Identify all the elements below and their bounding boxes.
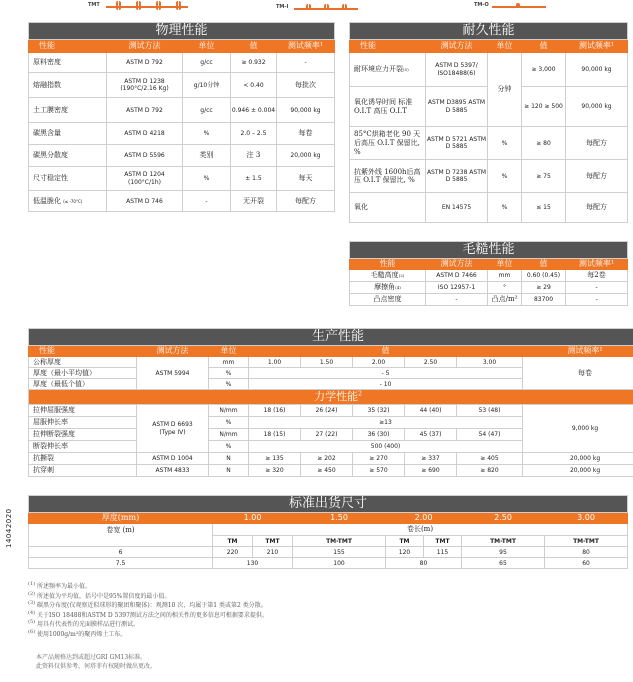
texture-bump — [136, 1, 141, 10]
value: 0.60 (0.45) — [522, 270, 566, 282]
frequency: 20,000 kg — [277, 145, 335, 167]
frequency: 每配方 — [277, 191, 335, 212]
roll-length: 65 — [462, 558, 545, 569]
property-name: 屈服伸长率 — [29, 417, 137, 429]
property-name-text: 摩擦角 — [374, 283, 396, 292]
value: ≥ 135 — [249, 453, 301, 465]
unit: % — [488, 160, 522, 193]
table-row — [29, 98, 335, 123]
value: 2.0 – 2.5 — [231, 123, 277, 145]
value: ≥13 — [249, 417, 523, 429]
frequency: 每卷 — [523, 357, 633, 390]
thickness-value: 3.00 — [545, 513, 628, 524]
footnote-ref: (4) — [395, 285, 401, 291]
col-header: TM — [213, 536, 253, 547]
table-row — [350, 193, 628, 223]
value: 35 (32) — [353, 405, 405, 417]
texture-bump — [156, 1, 161, 10]
production-title: 生产性能 — [29, 329, 633, 346]
value: ≥ 80 — [522, 127, 566, 160]
texture-tm-o — [474, 0, 546, 14]
roll-width: 6 — [29, 547, 213, 558]
value: 83700 — [522, 294, 566, 306]
table-row — [29, 145, 335, 167]
frequency: 每配方 — [566, 160, 628, 193]
property-name: 碳黑含量 — [29, 123, 107, 145]
footnote-text: 碳黑分布度(仅观察近似球形的聚团和聚体)：观测10 次，均属于第1 类或第2 类分散。 — [37, 602, 267, 609]
value: ≥ 270 — [353, 453, 405, 465]
roll-length: 80 — [386, 558, 462, 569]
test-method: ASTM D 7466 — [426, 270, 488, 282]
col-header: TM-TMT — [293, 536, 386, 547]
test-method: ASTM 5994 — [137, 357, 209, 390]
property-name: 厚度（最小平均值） — [29, 368, 137, 379]
length-label: 卷长(m) — [213, 524, 628, 536]
test-method: ASTM D 792 — [107, 98, 183, 123]
value: ≥ 0.932 — [231, 53, 277, 73]
col-header: 测试频率¹ — [523, 346, 633, 357]
table-row — [29, 465, 633, 477]
thickness-value: 1.00 — [213, 513, 293, 524]
property-name-text: 低温脆化 — [33, 196, 64, 205]
roll-length: 155 — [293, 547, 386, 558]
frequency: - — [566, 282, 628, 294]
value: 0.946 ± 0.004 — [231, 98, 277, 123]
test-method: ASTM D 4218 — [107, 123, 183, 145]
unit: % — [209, 379, 249, 390]
unit: g/10分钟 — [183, 73, 231, 98]
texture-label: TM-O — [474, 2, 489, 8]
footnote-text: 关于ISO 18488和ASTM D 5397测试方法之间的相关性的更多信息可根据要求提供。 — [37, 611, 268, 619]
shipping-sizes-table — [28, 495, 628, 569]
test-method: ASTM D 1204 (100°C/1h) — [107, 167, 183, 191]
property-name: 拉伸断裂强度 — [29, 429, 137, 441]
value: - 5 — [249, 368, 523, 379]
footnote — [28, 619, 628, 629]
table-row — [29, 123, 335, 145]
value: ≥ 570 — [353, 465, 405, 477]
frequency: 20,000 kg — [523, 453, 633, 465]
col-header: 测试方法 — [107, 40, 183, 53]
property-name: 原料密度 — [29, 53, 107, 73]
roll-length: 220 — [213, 547, 253, 558]
col-header: 测试方法 — [137, 346, 209, 357]
col-header: 单位 — [488, 40, 522, 53]
thickness-value: 2.00 — [353, 357, 405, 368]
property-name — [350, 270, 426, 282]
frequency: 每卷 — [277, 123, 335, 145]
value: 注 3 — [231, 145, 277, 167]
col-header: TM — [386, 536, 424, 547]
property-name: 断裂伸长率 — [29, 441, 137, 453]
col-header: TM-TMT — [545, 536, 628, 547]
value: 无开裂 — [231, 191, 277, 212]
property-name: 碳黑分散度 — [29, 145, 107, 167]
value: ≤ 15 — [522, 193, 566, 223]
texture-tmt — [88, 0, 188, 14]
durability-title: 耐久性能 — [350, 23, 628, 40]
thickness-value: 1.00 — [249, 357, 301, 368]
footnote-text: 用具有代表性的光面膜样品进行测试。 — [37, 621, 140, 628]
footnote — [28, 591, 628, 601]
property-name — [350, 53, 426, 87]
table-row — [29, 191, 335, 212]
table-row — [29, 547, 628, 558]
unit: N/mm — [209, 429, 249, 441]
thickness-value: 2.50 — [405, 357, 457, 368]
brittle-note: (≤ -70°C) — [63, 198, 83, 204]
col-header: TMT — [424, 536, 462, 547]
test-method: ASTM 4833 — [137, 465, 209, 477]
col-header: 值 — [231, 40, 277, 53]
value: ≥ 3,000 — [522, 53, 566, 87]
value: ≥ 690 — [405, 465, 457, 477]
property-name: 土工膜密度 — [29, 98, 107, 123]
test-method: ASTM D 1238 (190°C/2.16 Kg) — [107, 73, 183, 98]
roll-width: 7.5 — [29, 558, 213, 569]
table-row — [29, 405, 633, 417]
property-name — [350, 282, 426, 294]
test-method: - — [426, 294, 488, 306]
table-row — [29, 357, 633, 368]
roll-length: 120 — [386, 547, 424, 558]
texture-bump — [116, 1, 121, 10]
value: 36 (30) — [353, 429, 405, 441]
texture-bump — [342, 4, 347, 10]
thickness-value: 1.50 — [301, 357, 353, 368]
thickness-value: 2.50 — [462, 513, 545, 524]
col-header: 单位 — [209, 346, 249, 357]
footnote — [28, 610, 628, 620]
col-header: 性能 — [29, 346, 137, 357]
value: ± 1.5 — [231, 167, 277, 191]
frequency: - — [566, 294, 628, 306]
property-name: 厚度（最低个值） — [29, 379, 137, 390]
thickness-value: 3.00 — [457, 357, 523, 368]
test-method: ASTM D 5397/ ISO18488(6) — [426, 53, 488, 87]
test-method: ASTM D 7238 ASTM D 5885 — [426, 160, 488, 193]
test-method: ISO 12957-1 — [426, 282, 488, 294]
roughness-properties-table — [349, 241, 628, 306]
unit: ° — [488, 282, 522, 294]
footnote-number: (5) — [28, 619, 36, 625]
unit: g/cc — [183, 98, 231, 123]
unit: N/mm — [209, 405, 249, 417]
value: ≥ 450 — [301, 465, 353, 477]
table-row — [350, 294, 628, 306]
texture-bump — [176, 1, 181, 10]
table-row — [29, 53, 335, 73]
footnote-number: (1) — [28, 581, 36, 587]
property-name: 85°C烘箱老化 90 天后高压 O.I.T 保留比, % — [350, 127, 426, 160]
value: 18 (16) — [249, 405, 301, 417]
test-method: ASTM D 792 — [107, 53, 183, 73]
col-header: TMT — [253, 536, 293, 547]
physical-properties-table — [28, 22, 335, 212]
frequency: 90,000 kg — [277, 98, 335, 123]
unit: N — [209, 453, 249, 465]
value: ≥ 337 — [405, 453, 457, 465]
texture-bump — [324, 4, 329, 10]
value: 45 (37) — [405, 429, 457, 441]
test-method: EN 14575 — [426, 193, 488, 223]
unit: g/cc — [183, 53, 231, 73]
unit: % — [488, 193, 522, 223]
roughness-header-row — [350, 259, 628, 270]
value: - 10 — [249, 379, 523, 390]
unit: % — [209, 441, 249, 453]
footnote-ref: (5) — [403, 67, 409, 73]
roll-length: 60 — [545, 558, 628, 569]
texture-label: TMT — [88, 2, 100, 8]
table-row — [29, 558, 628, 569]
property-name: 凸点密度 — [350, 294, 426, 306]
footnote-text: 使用1000g/m²的聚丙烯土工布。 — [37, 630, 127, 638]
durability-properties-table — [349, 22, 628, 223]
property-name: 氧化诱导时间 标准 O.I.T 高压 O.I.T — [350, 87, 426, 127]
footnote-text: 所述频率为最小值。 — [37, 583, 92, 590]
unit: - — [183, 191, 231, 212]
property-name: 拉伸屈服强度 — [29, 405, 137, 417]
frequency: 20,000 kg — [523, 465, 633, 477]
footnote-number: (4) — [28, 609, 36, 616]
test-method: ASTM D 5596 — [107, 145, 183, 167]
thickness-value: 1.50 — [293, 513, 386, 524]
roll-length: 115 — [424, 547, 462, 558]
value: 53 (48) — [457, 405, 523, 417]
value: 18 (15) — [249, 429, 301, 441]
roll-length: 210 — [253, 547, 293, 558]
footnote-number: (2) — [28, 590, 36, 597]
durability-header-row — [350, 40, 628, 53]
roll-length: 80 — [545, 547, 628, 558]
col-header: 值 — [249, 346, 523, 357]
property-name — [29, 191, 107, 212]
frequency: 每配方 — [566, 193, 628, 223]
texture-tm-i — [276, 2, 358, 16]
production-header-row — [29, 346, 633, 357]
unit: % — [209, 368, 249, 379]
unit: % — [209, 417, 249, 429]
unit: mm — [488, 270, 522, 282]
texture-label: TM-I — [276, 4, 289, 10]
texture-bump — [306, 4, 311, 10]
frequency: - — [277, 53, 335, 73]
property-name: 抗紫外线 1600h后高压 O.I.T 保留比, % — [350, 160, 426, 193]
value: < 0.40 — [231, 73, 277, 98]
col-header: 单位 — [183, 40, 231, 53]
frequency: 每配方 — [566, 127, 628, 160]
value: 27 (22) — [301, 429, 353, 441]
table-row — [29, 73, 335, 98]
test-method: ASTM D 1004 — [137, 453, 209, 465]
footer-line: 此资料仅供参考，何塔菲有权随时做出更改。 — [36, 663, 157, 670]
roughness-title: 毛糙性能 — [350, 242, 628, 259]
table-row — [350, 53, 628, 87]
unit: mm — [209, 357, 249, 368]
thickness-value: 2.00 — [386, 513, 462, 524]
unit: 凸点/m² — [488, 294, 522, 306]
footnote — [28, 600, 628, 610]
unit: % — [183, 167, 231, 191]
property-name: 抗撕裂 — [29, 453, 137, 465]
test-method: ASTM D 6693 (Type IV) — [137, 405, 209, 453]
value: 500 (400) — [249, 441, 523, 453]
value: 54 (47) — [457, 429, 523, 441]
table-row — [350, 160, 628, 193]
footer — [36, 653, 156, 671]
width-label: 卷宽 (m) — [29, 524, 213, 547]
value: ≥ 820 — [457, 465, 523, 477]
property-name-text: 耐环境应力开裂 — [354, 65, 403, 74]
test-method: ASTM D 746 — [107, 191, 183, 212]
value: ≥ 320 — [249, 465, 301, 477]
value: ≥ 75 — [522, 160, 566, 193]
col-header: 测试频率¹ — [566, 40, 628, 53]
unit: % — [183, 123, 231, 145]
value: ≥ 29 — [522, 282, 566, 294]
col-header: 值 — [522, 259, 566, 270]
frequency: 9,000 kg — [523, 405, 633, 453]
property-name: 公称厚度 — [29, 357, 137, 368]
frequency: 每批次 — [277, 73, 335, 98]
footnote-ref: (2) — [398, 273, 405, 279]
col-header: 性能 — [350, 259, 426, 270]
texture-bump — [516, 3, 520, 8]
col-header: 测试频率¹ — [277, 40, 335, 53]
table-row — [29, 453, 633, 465]
production-mechanical-table — [28, 328, 633, 477]
mechanical-title — [29, 390, 633, 405]
roll-length: 95 — [462, 547, 545, 558]
footnote-number: (6) — [28, 628, 36, 635]
value: 26 (24) — [301, 405, 353, 417]
table-row — [350, 127, 628, 160]
table-row — [29, 524, 628, 536]
frequency: 每2卷 — [566, 270, 628, 282]
table-row — [29, 167, 335, 191]
document-code: 14042020 — [5, 508, 13, 548]
unit: % — [488, 127, 522, 160]
col-header: 单位 — [488, 259, 522, 270]
footnote — [28, 629, 628, 639]
footer-line: 本产品规格达到或超过GRI GM13标准。 — [36, 654, 147, 661]
col-header: 性能 — [29, 40, 107, 53]
col-header: 值 — [522, 40, 566, 53]
property-name: 尺寸稳定性 — [29, 167, 107, 191]
value: 44 (40) — [405, 405, 457, 417]
value: ≥ 202 — [301, 453, 353, 465]
mechanical-title-text: 力学性能 — [314, 390, 359, 404]
footnote-text: 所述值为平均值，括号中是95%置信度的最小值。 — [37, 592, 171, 600]
physical-header-row — [29, 40, 335, 53]
thickness-label: 厚度(mm) — [29, 513, 213, 524]
shipping-title: 标准出货尺寸 — [29, 496, 628, 513]
roll-length: 130 — [213, 558, 293, 569]
footnotes — [28, 581, 628, 638]
col-header: 测试方法 — [426, 259, 488, 270]
roll-length: 100 — [293, 558, 386, 569]
value: ≥ 405 — [457, 453, 523, 465]
value: ≥ 120 ≥ 500 — [522, 87, 566, 127]
footnote-ref: 2 — [358, 390, 362, 398]
property-name-text: 毛糙高度 — [370, 271, 399, 280]
col-header: TM-TMT — [462, 536, 545, 547]
col-header: 测试方法 — [426, 40, 488, 53]
frequency: 每天 — [277, 167, 335, 191]
unit: 类别 — [183, 145, 231, 167]
frequency: 90,000 kg — [566, 53, 628, 87]
col-header: 测试频率¹ — [566, 259, 628, 270]
unit: N — [209, 465, 249, 477]
frequency: 90,000 kg — [566, 87, 628, 127]
property-name: 氧化 — [350, 193, 426, 223]
table-row — [350, 270, 628, 282]
unit: 分钟 — [488, 53, 522, 127]
shipping-thickness-row — [29, 513, 628, 524]
footnote-number: (3) — [28, 600, 36, 606]
footnote — [28, 581, 628, 591]
property-name: 熔融指数 — [29, 73, 107, 98]
table-row — [350, 282, 628, 294]
physical-title: 物理性能 — [29, 23, 335, 40]
test-method: ASTM D3895 ASTM D 5885 — [426, 87, 488, 127]
test-method: ASTM D 5721 ASTM D 5885 — [426, 127, 488, 160]
property-name: 抗穿刺 — [29, 465, 137, 477]
col-header: 性能 — [350, 40, 426, 53]
